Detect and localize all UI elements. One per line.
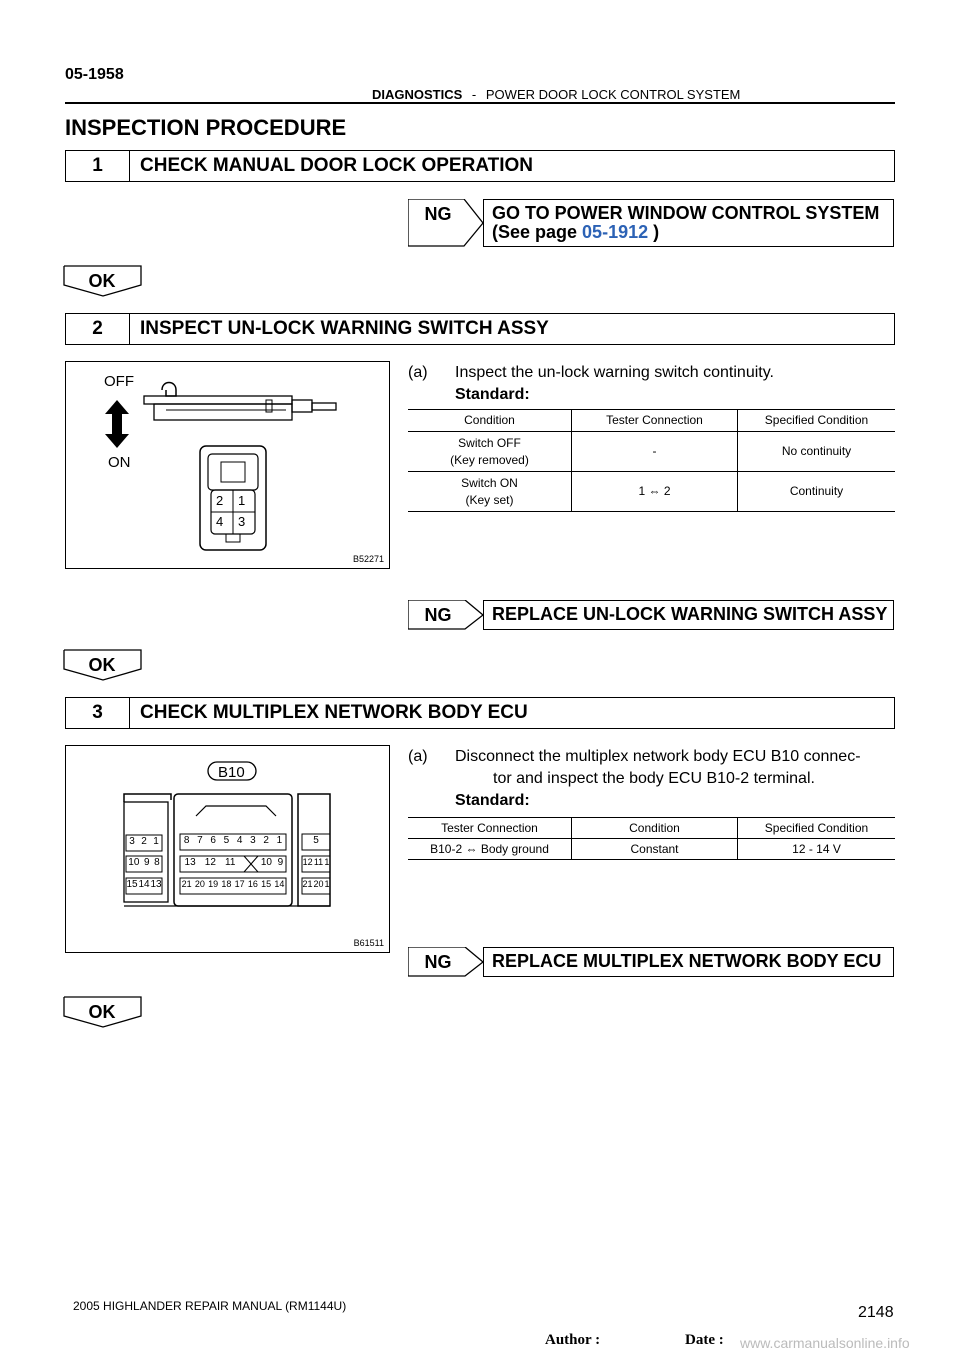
pin-row [180,835,286,846]
pin: 12 [302,857,313,867]
manual-title: 2005 HIGHLANDER REPAIR MANUAL (RM1144U) [73,1299,347,1313]
pin-row [302,857,330,867]
table-header: Specified Condition [738,410,896,432]
pin: 1 [324,857,330,867]
step-2-title: INSPECT UN-LOCK WARNING SWITCH ASSY [140,318,549,339]
pin: 9 [277,857,284,868]
header-separator: - [471,87,477,102]
pin-row [126,879,162,890]
pin: 2 [263,835,269,846]
connector-pin: 4 [216,514,224,529]
table-cell: No continuity [738,432,896,472]
pin: 20 [194,879,205,889]
pin-row [258,857,286,868]
step-1-header [65,150,895,182]
pin: 16 [247,879,258,889]
table-cell [408,432,572,472]
pin: 21 [181,879,192,889]
step-2-ng-label: NG [424,605,452,625]
table-row [408,839,895,860]
pin-row [302,835,330,846]
header-rule [65,102,895,104]
pin: 1 [153,836,159,847]
table-header: Condition [572,818,738,839]
connector-label: B10 [218,764,245,781]
pin: 8 [154,857,160,868]
table-cell: 1 ⇔ 2 [572,472,738,512]
table-header: Specified Condition [738,818,896,839]
step-3-instruction-line2: tor and inspect the body ECU B10-2 terminal. [493,770,815,787]
step-3-instruction-line1: Disconnect the multiplex network body ECU B10 connec- [455,748,861,765]
step-1-title: CHECK MANUAL DOOR LOCK OPERATION [140,155,534,176]
switch-figure [65,361,390,569]
table-row [408,472,895,512]
see-page-prefix: (See page [492,222,583,242]
pin: 18 [221,879,232,889]
pin: 8 [183,835,190,846]
table-header-row [408,818,895,839]
step-1-ng-action-line2 [492,223,893,242]
pin: 10 [260,857,272,868]
pin: 3 [250,835,256,846]
table-header: Tester Connection [572,410,738,432]
step-2-spec-table [408,409,895,512]
table-header: Tester Connection [408,818,572,839]
pin: 12 [204,857,216,868]
pin-row [126,836,162,847]
pin: 5 [313,835,319,846]
cell-line: Switch OFF [458,435,521,450]
step-1-ng-action [483,199,894,247]
pin: 10 [128,857,140,868]
pin: 14 [138,879,150,890]
step-3-standard-label: Standard: [455,792,530,809]
pin: 13 [150,879,162,890]
step-2-ok-badge [63,649,143,689]
pin: 7 [197,835,203,846]
pin: 9 [143,857,150,868]
step-3-ng-action: REPLACE MULTIPLEX NETWORK BODY ECU [483,947,894,977]
table-cell: B10-2 ⇔ Body ground [408,839,572,860]
ecu-connector-figure [65,745,390,953]
section-header [372,87,740,102]
pin: 19 [208,879,219,889]
pin: 15 [261,879,272,889]
watermark: www.carmanualsonline.info [740,1335,910,1351]
cell-line: (Key set) [465,492,514,507]
switch-off-label: OFF [104,373,134,390]
pin: 14 [274,879,285,889]
table-cell: - [572,432,738,472]
page-code: 05-1958 [65,66,124,83]
pin-row [180,879,286,889]
step-2-instruction-marker: (a) [408,364,428,381]
step-3-ng-branch [408,947,895,977]
step-1-ok-badge [63,265,143,305]
step-1-ok-label: OK [88,271,116,291]
pin: 21 [302,879,313,889]
figure-code: B52271 [352,554,384,564]
step-3-spec-table [408,817,895,860]
pin: 5 [223,835,230,846]
pin: 20 [313,879,324,889]
table-row [408,432,895,472]
cell-line: Switch ON [461,475,518,490]
pin-row [126,857,162,868]
step-3-header [65,697,895,729]
connector-pin: 3 [238,514,246,529]
subsection-name: POWER DOOR LOCK CONTROL SYSTEM [485,87,741,102]
step-2-number: 2 [66,314,130,344]
step-1-ng-label: NG [424,204,452,224]
see-page-suffix: ) [648,222,660,242]
pin: 4 [236,835,243,846]
author-label: Author : [545,1332,601,1348]
date-label: Date : [685,1332,724,1348]
cell-line: (Key removed) [450,452,529,467]
pin: 11 [313,857,324,867]
table-cell: Constant [572,839,738,860]
pin: 13 [184,857,196,868]
pin: 6 [210,835,216,846]
figure-code: B61511 [353,938,384,948]
step-2-ng-branch [408,600,895,630]
see-page-link[interactable]: 05-1912 [582,222,649,242]
step-3-number: 3 [66,698,130,728]
step-2-ng-action: REPLACE UN-LOCK WARNING SWITCH ASSY [483,600,894,630]
pin: 1 [324,879,330,889]
step-3-ng-label: NG [424,952,452,972]
pin: 11 [225,857,236,868]
pin: 15 [126,879,138,890]
table-cell: Continuity [738,472,896,512]
step-2-instruction: Inspect the un-lock warning switch continuity. [455,364,774,381]
connector-pin: 1 [238,493,246,508]
table-cell: 12 - 14 V [738,839,896,860]
step-2-standard-label: Standard: [455,386,530,403]
step-2-header [65,313,895,345]
table-cell [408,472,572,512]
connector-pin: 2 [216,493,224,508]
step-3-ok-label: OK [88,1002,116,1022]
step-3-instruction-marker: (a) [408,748,428,765]
pin-row [180,857,240,868]
page-number: 2148 [858,1304,894,1321]
step-2-ok-label: OK [88,655,116,675]
table-header: Condition [408,410,572,432]
section-name: DIAGNOSTICS [372,87,463,102]
step-1-number: 1 [66,151,130,181]
step-3-title: CHECK MULTIPLEX NETWORK BODY ECU [140,702,528,723]
step-3-ok-badge [63,996,143,1036]
page-title: INSPECTION PROCEDURE [65,115,347,140]
pin: 1 [276,835,283,846]
switch-on-label: ON [108,454,131,471]
step-1-ng-branch [408,199,895,247]
pin: 2 [141,836,147,847]
step-1-ng-action-line1: GO TO POWER WINDOW CONTROL SYSTEM [492,203,880,223]
pin: 17 [234,879,245,889]
pin-row [302,879,330,889]
table-header-row [408,410,895,432]
pin: 3 [129,836,135,847]
